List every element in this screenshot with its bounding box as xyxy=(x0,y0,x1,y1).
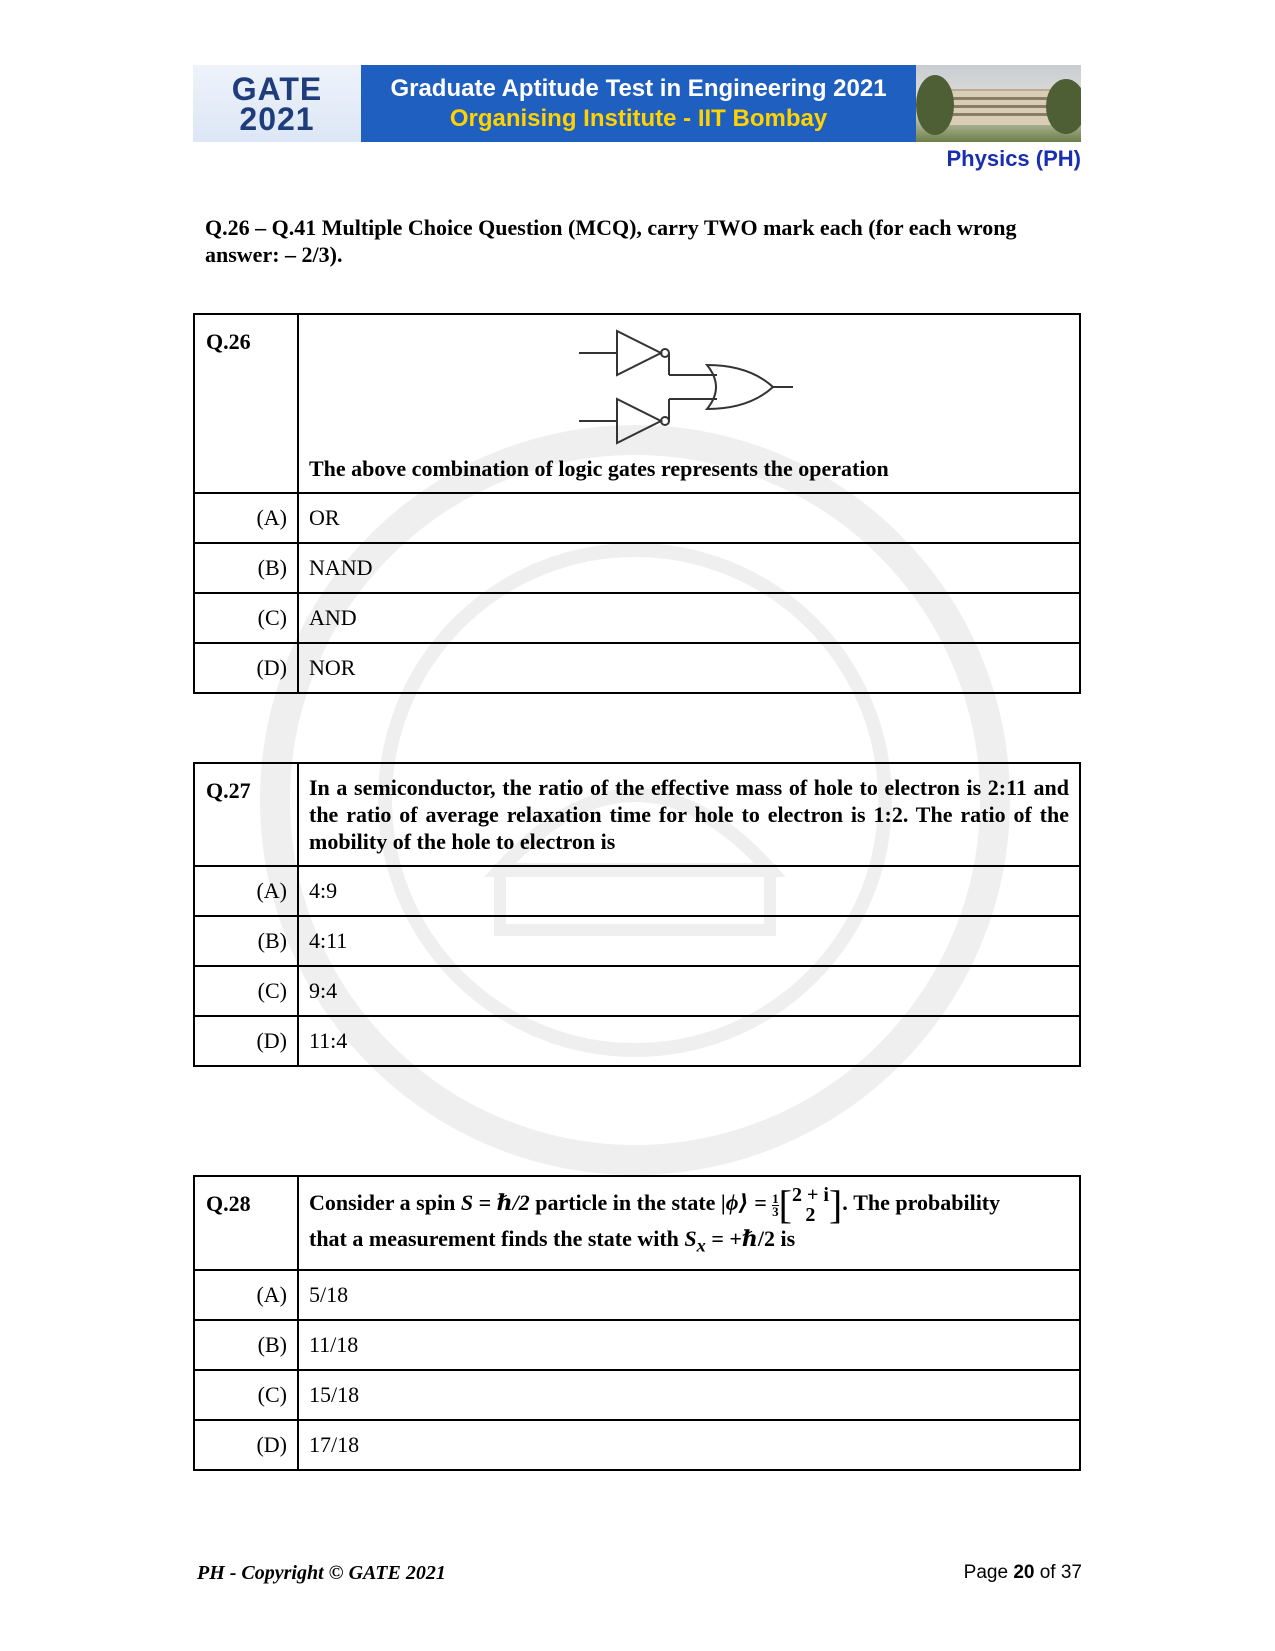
option-row[interactable] xyxy=(194,916,1080,966)
option-row[interactable] xyxy=(194,1370,1080,1420)
logic-gate-diagram xyxy=(579,329,799,447)
question-number: Q.26 xyxy=(194,314,298,493)
question-table-28 xyxy=(193,1175,1081,1471)
subject-label: Physics (PH) xyxy=(946,146,1081,171)
question-table-27 xyxy=(193,762,1081,1067)
campus-photo xyxy=(916,65,1081,142)
banner-title-block xyxy=(361,65,916,142)
option-row[interactable] xyxy=(194,1016,1080,1066)
option-text: 11/18 xyxy=(298,1320,1080,1370)
section-heading: Q.26 – Q.41 Multiple Choice Question (MCQ), carry TWO mark each (for each wrong answer: – 2/3). xyxy=(205,215,1017,267)
option-letter: (A) xyxy=(194,493,298,543)
question-number: Q.28 xyxy=(194,1176,298,1270)
option-letter: (A) xyxy=(194,1270,298,1320)
footer-copyright: PH - Copyright © GATE 2021 xyxy=(197,1562,446,1584)
option-letter: (C) xyxy=(194,966,298,1016)
option-text: 9:4 xyxy=(298,966,1080,1016)
logo-gate-text: GATE xyxy=(231,70,323,107)
option-letter: (B) xyxy=(194,543,298,593)
question-line-1: Consider a spin S = ℏ/2 particle in the state |ϕ⟩ = $\frac{1}{3}$[ 2 + i 2 ]. The probability xyxy=(309,1182,1001,1227)
option-text: 17/18 xyxy=(298,1420,1080,1470)
banner-subtitle: Organising Institute - IIT Bombay xyxy=(449,104,828,132)
option-letter: (C) xyxy=(194,1370,298,1420)
option-letter: (A) xyxy=(194,866,298,916)
gate-logo xyxy=(193,65,361,142)
option-letter: (D) xyxy=(194,1420,298,1470)
spin-expression: S = ℏ/2 xyxy=(460,1190,530,1216)
footer-page-number: Page 20 of 37 xyxy=(963,1562,1082,1583)
option-text: OR xyxy=(298,493,1080,543)
option-row[interactable] xyxy=(194,1420,1080,1470)
option-row[interactable] xyxy=(194,1320,1080,1370)
question-line-2: that a measurement finds the state with $S_x$ = +ℏ/2 is xyxy=(309,1226,796,1256)
logo-year-text: 2021 xyxy=(239,100,315,137)
question-text: In a semiconductor, the ratio of the effective mass of hole to electron is 2:11 and the ratio of average relaxation time for hole to electron is 1:2. The ratio of the mobility of the hole to electron is xyxy=(298,763,1080,866)
header-banner xyxy=(193,65,1081,142)
question-table-26 xyxy=(193,313,1081,694)
state-expression: |ϕ⟩ = xyxy=(720,1190,773,1216)
option-row[interactable] xyxy=(194,966,1080,1016)
option-letter: (B) xyxy=(194,1320,298,1370)
option-row[interactable] xyxy=(194,543,1080,593)
option-row[interactable] xyxy=(194,593,1080,643)
option-row[interactable] xyxy=(194,643,1080,693)
option-letter: (B) xyxy=(194,916,298,966)
option-row[interactable] xyxy=(194,493,1080,543)
option-letter: (D) xyxy=(194,643,298,693)
state-vector: 2 + i 2 xyxy=(791,1184,829,1226)
question-text: The above combination of logic gates represents the operation xyxy=(309,456,889,481)
option-text: 4:9 xyxy=(298,866,1080,916)
option-row[interactable] xyxy=(194,866,1080,916)
banner-title: Graduate Aptitude Test in Engineering 2021 xyxy=(390,74,887,102)
option-letter: (D) xyxy=(194,1016,298,1066)
question-number: Q.27 xyxy=(194,763,298,866)
option-row[interactable] xyxy=(194,1270,1080,1320)
option-text: NOR xyxy=(298,643,1080,693)
option-text: AND xyxy=(298,593,1080,643)
option-text: 5/18 xyxy=(298,1270,1080,1320)
option-letter: (C) xyxy=(194,593,298,643)
question-text xyxy=(298,1176,1080,1270)
option-text: 15/18 xyxy=(298,1370,1080,1420)
option-text: NAND xyxy=(298,543,1080,593)
option-text: 4:11 xyxy=(298,916,1080,966)
option-text: 11:4 xyxy=(298,1016,1080,1066)
fraction-one-third: $\frac{1}{3}$ xyxy=(772,1190,779,1219)
